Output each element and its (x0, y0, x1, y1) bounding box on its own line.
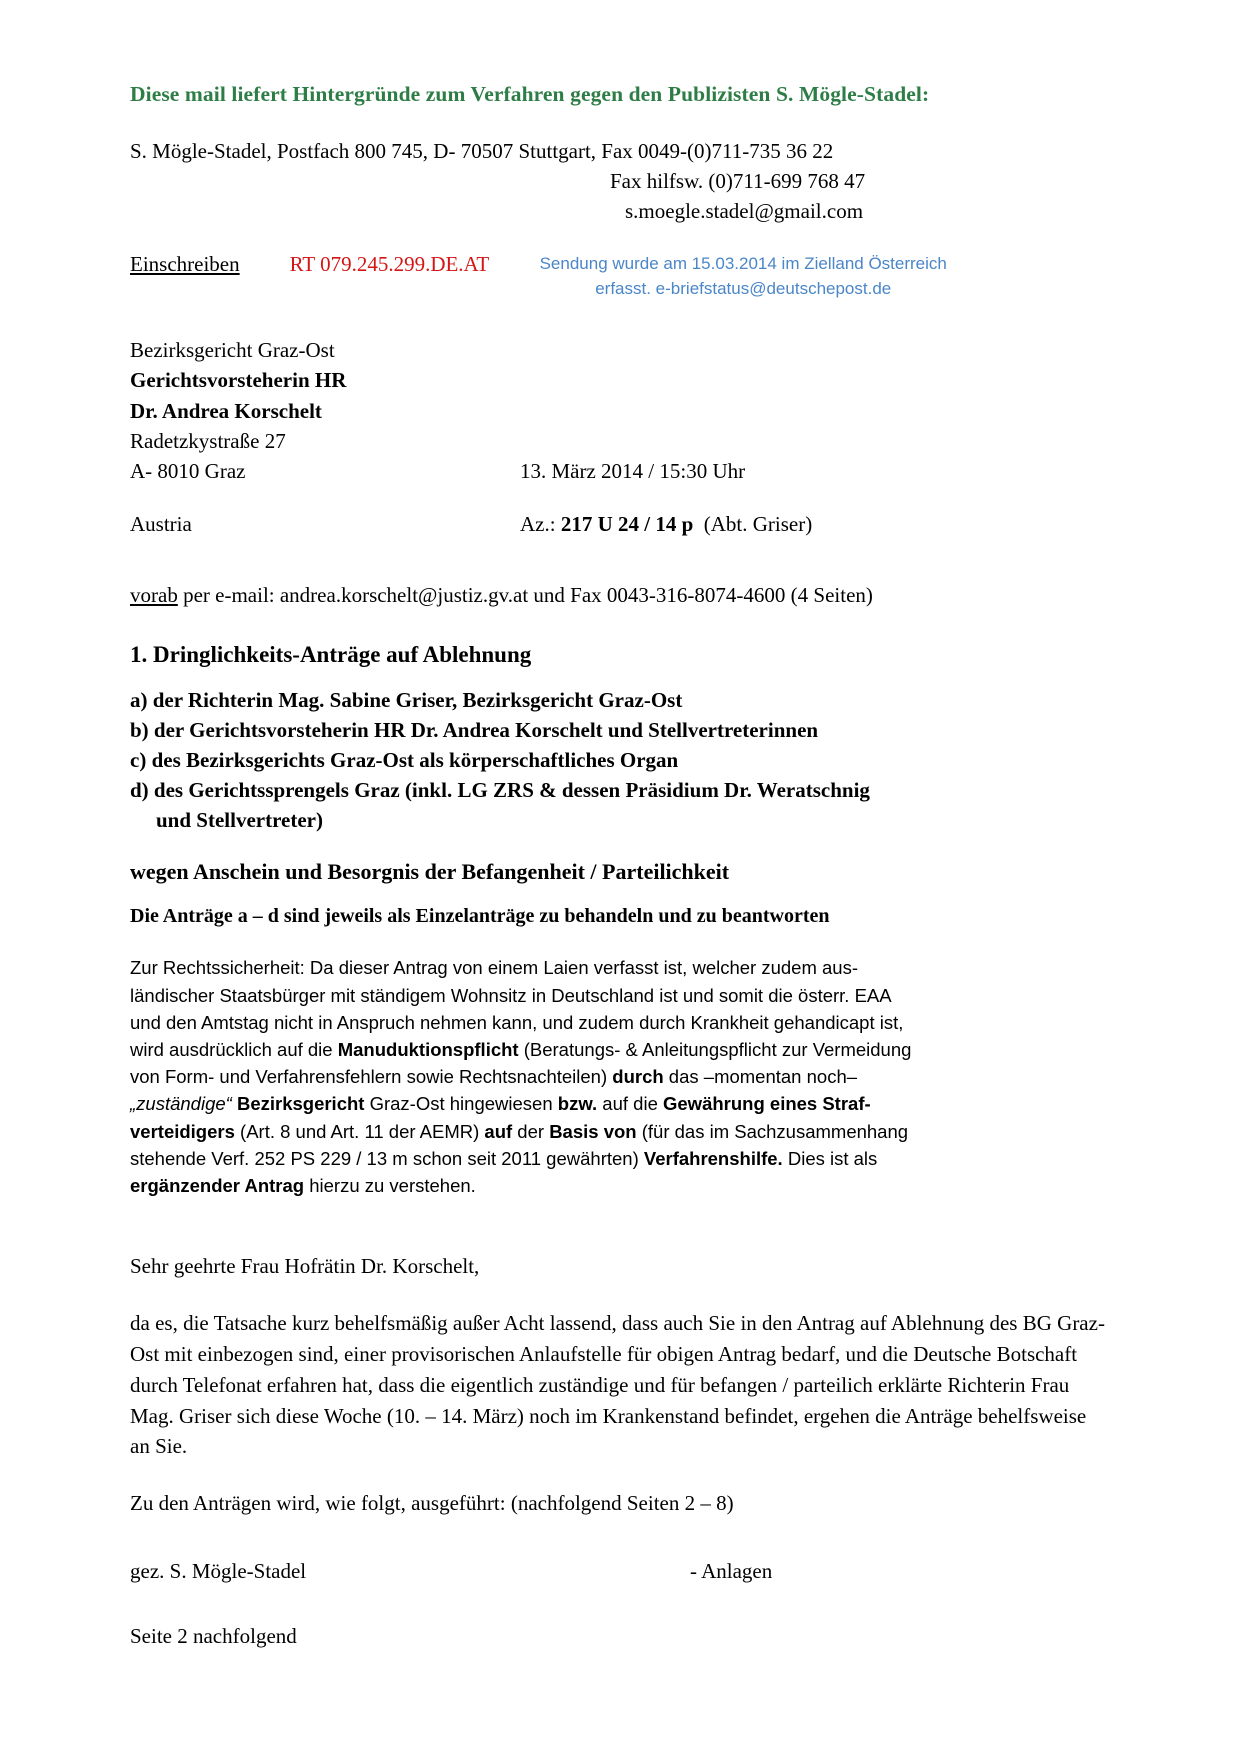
motions-list (130, 686, 1110, 835)
legal-term-verteidigers: verteidigers (130, 1120, 235, 1142)
list-item: b) der Gerichtsvorsteherin HR Dr. Andrea Korschelt und Stellvertreterinnen (130, 718, 819, 743)
recipient-court: Bezirksgericht Graz-Ost (130, 337, 335, 362)
case-number: 217 U 24 / 14 p (560, 511, 694, 536)
legal-term-ergaenzender-antrag: ergänzender Antrag (130, 1174, 305, 1196)
attachments-note: - Anlagen (690, 1559, 773, 1584)
sender-email-line: s.moegle.stadel@gmail.com (625, 198, 864, 223)
legal-term-verfahrenshilfe: Verfahrenshilfe. (643, 1147, 783, 1169)
case-suffix (693, 512, 704, 536)
legal-term-bzw: bzw. (557, 1093, 598, 1115)
recipient-country: Austria (130, 511, 192, 536)
legal-line-7f: (für das im Sachzusammenhang (636, 1120, 909, 1142)
legal-term-basis-von: Basis von (549, 1120, 637, 1142)
delivery-line (130, 583, 1110, 608)
legal-term-gewaehrung: Gewährung eines Straf- (663, 1093, 871, 1115)
legal-term-bezirksgericht: Bezirksgericht (231, 1093, 365, 1115)
tracking-note: Sendung wurde am 15.03.2014 im Zielland Österreich erfasst. e-briefstatus@deutschepost.de (539, 254, 947, 298)
delivery-text: per e-mail: andrea.korschelt@justiz.gv.at und Fax 0043-316-8074-4600 (4 Seiten) (177, 583, 873, 608)
list-item: a) der Richterin Mag. Sabine Griser, Bezirksgericht Graz-Ost (130, 688, 683, 713)
recipient-role: Gerichtsvorsteherin HR (130, 368, 347, 393)
recipient-block (130, 335, 1110, 540)
list-item: d) des Gerichtssprengels Graz (inkl. LG ZRS & dessen Präsidium Dr. Weratschnig (130, 777, 870, 802)
legal-line-1: Zur Rechtssicherheit: Da dieser Antrag von einem Laien verfasst ist, welcher zudem aus- (130, 957, 858, 979)
legal-term-zustaendige: „zuständige“ (130, 1093, 232, 1115)
page-footer: Seite 2 nachfolgend (130, 1624, 297, 1649)
delivery-prefix: vorab (130, 583, 178, 608)
recipient-country-row (130, 509, 1110, 539)
case-department: (Abt. Griser) (703, 511, 813, 536)
legal-line-4a: wird ausdrücklich auf die (130, 1038, 338, 1060)
case-label: Az.: (520, 511, 561, 536)
body-paragraph: da es, die Tatsache kurz behelfsmäßig außer Acht lassend, dass auch Sie in den Antrag auf Ablehnung des BG Graz-Ost mit einbezogen sind, einer provisorischen Anlaufstelle für obigen Antrag bedarf, und die Deutsche Botschaft durch Telefonat erfahren hat, dass die eigentlich zuständige und für befangen / parteilich erklärte Richterin Frau Mag. Griser sich diese Woche (10. – 14. März) noch im Krankenstand befindet, ergehen die Anträge behelfsweise an Sie. (130, 1310, 1105, 1459)
document-datetime: 13. März 2014 / 15:30 Uhr (520, 459, 746, 484)
reason-line: wegen Anschein und Besorgnis der Befangenheit / Parteilichkeit (130, 859, 730, 885)
legal-line-6c: Graz-Ost hingewiesen (364, 1093, 558, 1115)
recipient-city: A- 8010 Graz (130, 459, 246, 484)
legal-notice-paragraph (130, 954, 1110, 1199)
legal-line-7d: der (512, 1120, 550, 1142)
sender-address-line: S. Mögle-Stadel, Postfach 800 745, D- 70507 Stuttgart, Fax 0049-(0)711-735 36 22 (130, 139, 834, 163)
legal-line-7b: (Art. 8 und Art. 11 der AEMR) (234, 1120, 485, 1142)
legal-line-5a: von Form- und Verfahrensfehlern sowie Rechtsnachteilen) (130, 1066, 613, 1088)
case-reference (520, 509, 1110, 539)
recipient-name: Dr. Andrea Korschelt (130, 398, 322, 423)
list-item: c) des Bezirksgerichts Graz-Ost als körperschaftliches Organ (130, 747, 679, 772)
salutation: Sehr geehrte Frau Hofrätin Dr. Korschelt, (130, 1254, 480, 1279)
closing-line: Zu den Anträgen wird, wie folgt, ausgeführt: (nachfolgend Seiten 2 – 8) (130, 1491, 734, 1516)
signature: gez. S. Mögle-Stadel (130, 1559, 307, 1584)
section-title: 1. Dringlichkeits-Anträge auf Ablehnung (130, 642, 532, 668)
legal-line-3: und den Amtstag nicht in Anspruch nehmen kann, und zudem durch Krankheit gehandicapt ist, (130, 1011, 904, 1033)
legal-line-4c: (Beratungs- & Anleitungspflicht zur Vermeidung (518, 1038, 912, 1060)
recipient-street: Radetzkystraße 27 (130, 429, 286, 453)
handling-note: Die Anträge a – d sind jeweils als Einzelanträge zu behandeln und zu beantworten (130, 905, 830, 928)
recipient-city-row (130, 456, 1110, 486)
registered-label: Einschreiben (130, 252, 240, 277)
registered-mail-row (130, 252, 1110, 300)
legal-line-6e: auf die (597, 1093, 663, 1115)
sender-fax-line: Fax hilfsw. (0)711-699 768 47 (610, 168, 866, 193)
tracking-code: RT 079.245.299.DE.AT (289, 252, 490, 277)
legal-line-5c: das –momentan noch– (663, 1066, 858, 1088)
legal-term-manuduktionspflicht: Manuduktionspflicht (337, 1038, 519, 1060)
list-item-continuation: und Stellvertreter) (156, 807, 323, 832)
legal-line-9b: hierzu zu verstehen. (304, 1174, 476, 1196)
legal-line-2: ländischer Staatsbürger mit ständigem Wohnsitz in Deutschland ist und somit die österr. EAA (130, 984, 892, 1006)
page-title: Diese mail liefert Hintergründe zum Verfahren gegen den Publizisten S. Mögle-Stadel: (130, 82, 930, 106)
legal-line-8a: stehende Verf. 252 PS 229 / 13 m schon seit 2011 gewährten) (130, 1147, 644, 1169)
sender-address-block (130, 137, 1110, 226)
legal-line-8c: Dies ist als (782, 1147, 878, 1169)
signature-row (130, 1559, 1110, 1584)
legal-term-auf: auf (484, 1120, 513, 1142)
legal-term-durch: durch (612, 1066, 664, 1088)
